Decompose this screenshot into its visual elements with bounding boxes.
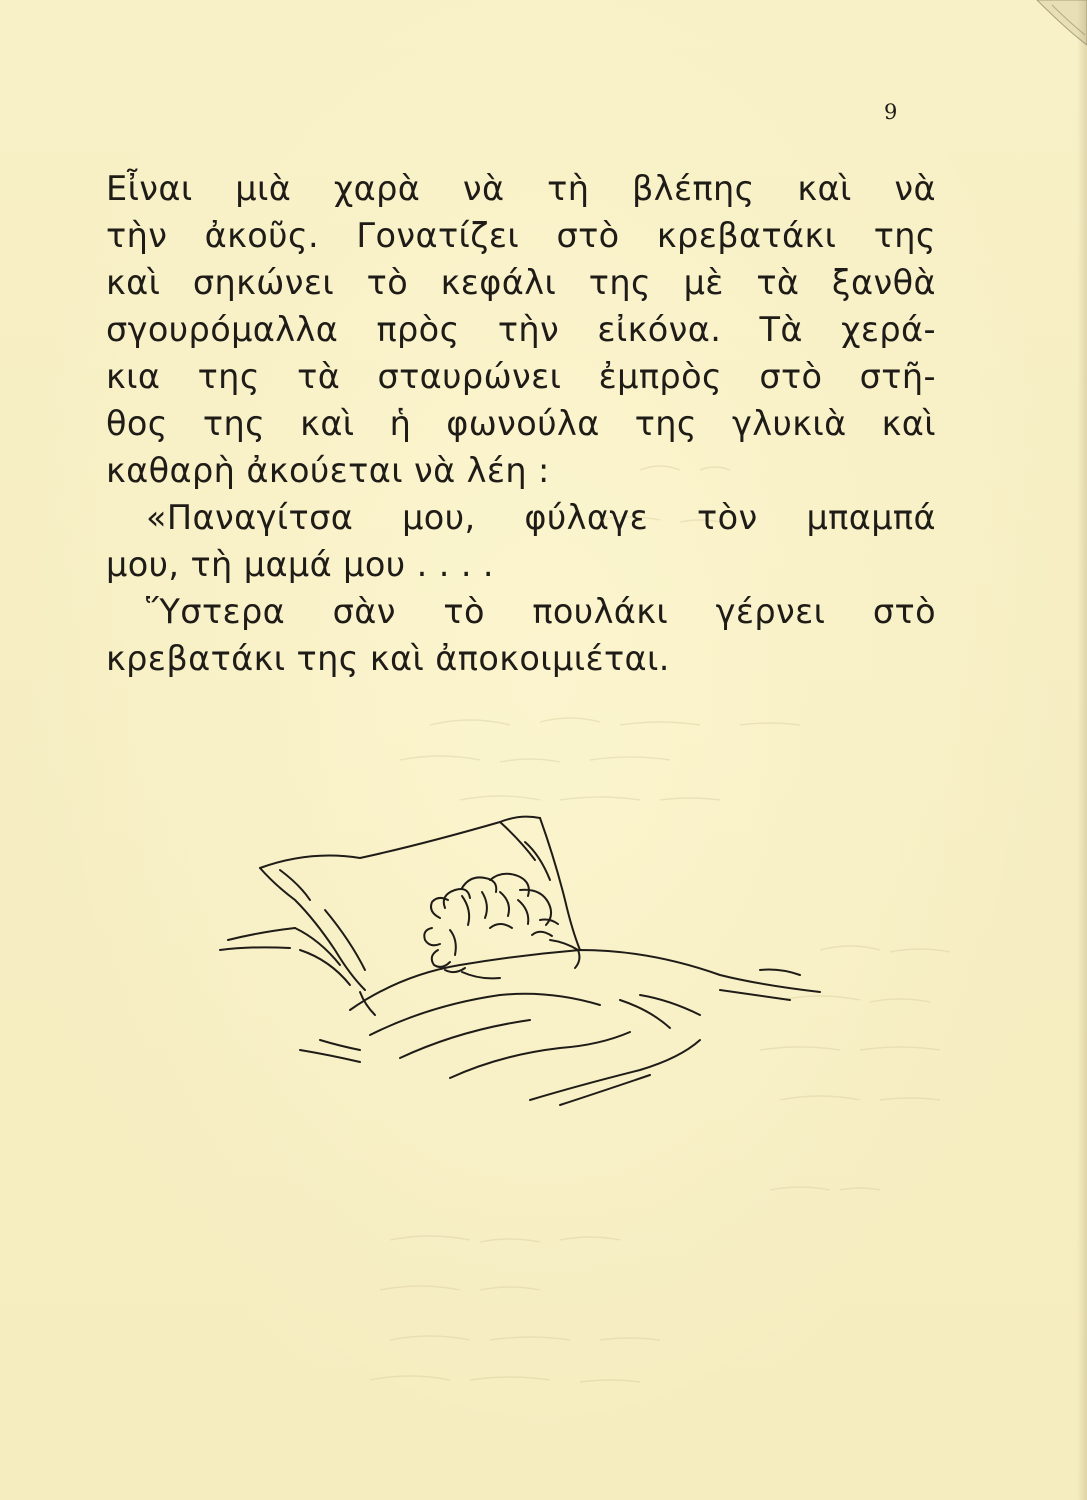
text-line: Ὕστερα σὰν τὸ πουλάκι γέρνει στὸ: [146, 592, 936, 631]
text-line: σγουρόμαλλα πρὸς τὴν εἰκόνα. Τὰ χερά-: [106, 310, 936, 349]
text-line: κια της τὰ σταυρώνει ἐμπρὸς στὸ στῆ-: [106, 357, 936, 396]
text-line: καὶ σηκώνει τὸ κεφάλι της μὲ τὰ ξανθὰ: [106, 263, 936, 302]
page-edge-shadow: [1077, 0, 1087, 1500]
page-number: 9: [884, 100, 898, 124]
text-line: καθαρὴ ἀκούεται νὰ λέη :: [106, 451, 550, 490]
text-line: τὴν ἀκοῦς. Γονατίζει στὸ κρεβατάκι της: [106, 216, 936, 255]
text-line: κρεβατάκι της καὶ ἀποκοιμιέται.: [106, 639, 670, 678]
text-line: θος της καὶ ἡ φωνούλα της γλυκιὰ καὶ: [106, 404, 936, 443]
sleeping-child-illustration: [200, 800, 840, 1120]
text-line: «Παναγίτσα μου, φύλαγε τὸν μπαμπά: [146, 498, 936, 537]
closed-eye: [490, 924, 512, 928]
story-text: [106, 165, 936, 682]
pillow-right-edge: [540, 818, 580, 950]
pillow-top-edge: [260, 817, 540, 868]
text-line: μου, τὴ μαμά μου . . . .: [106, 545, 494, 584]
pillow-left-edge: [260, 868, 365, 990]
text-line: Εἶναι μιὰ χαρὰ νὰ τὴ βλέπης καὶ νὰ: [106, 169, 936, 208]
